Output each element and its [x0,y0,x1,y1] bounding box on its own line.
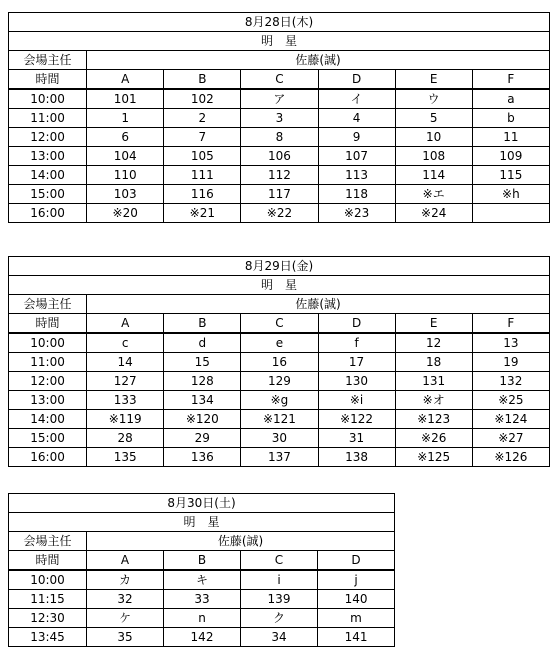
time-cell: 13:00 [9,147,87,166]
time-header: 時間 [9,70,87,90]
time-cell: 11:15 [9,590,87,609]
slot-cell: 104 [87,147,164,166]
slot-cell: 116 [164,185,241,204]
slot-cell: ※22 [241,204,318,223]
slot-cell: 141 [318,628,395,647]
time-cell: 10:00 [9,570,87,590]
slot-cell: 15 [164,353,241,372]
slot-cell: イ [318,89,395,109]
time-cell: 14:00 [9,166,87,185]
table-row [9,166,550,185]
slot-cell: i [241,570,318,590]
column-header: E [395,70,472,90]
table-row [9,333,550,353]
slot-cell: ※121 [241,410,318,429]
time-cell: 14:00 [9,410,87,429]
slot-cell: 33 [164,590,241,609]
slot-cell: 110 [87,166,164,185]
column-header: F [472,314,549,334]
slot-cell: 103 [87,185,164,204]
slot-cell: 7 [164,128,241,147]
slot-cell: ※21 [164,204,241,223]
venue-name: 明 星 [9,276,550,295]
date-header: 8月30日(土) [9,494,395,513]
table-row [9,109,550,128]
slot-cell: ※26 [395,429,472,448]
slot-cell: n [164,609,241,628]
slot-cell: 6 [87,128,164,147]
table-row [9,89,550,109]
slot-cell: ※25 [472,391,549,410]
column-header: D [318,70,395,90]
slot-cell: 107 [318,147,395,166]
slot-cell: 13 [472,333,549,353]
time-cell: 15:00 [9,185,87,204]
slot-cell: ※24 [395,204,472,223]
slot-cell: 127 [87,372,164,391]
slot-cell: 139 [241,590,318,609]
time-cell: 16:00 [9,204,87,223]
slot-cell: ※120 [164,410,241,429]
slot-cell: ※h [472,185,549,204]
slot-cell: 5 [395,109,472,128]
slot-cell: 31 [318,429,395,448]
slot-cell: 132 [472,372,549,391]
slot-cell: ※i [318,391,395,410]
time-cell: 13:00 [9,391,87,410]
slot-cell: f [318,333,395,353]
column-header: C [241,551,318,571]
slot-cell: ※オ [395,391,472,410]
manager-name: 佐藤(誠) [87,532,395,551]
table-row [9,391,550,410]
slot-cell: e [241,333,318,353]
slot-cell: b [472,109,549,128]
slot-cell: 140 [318,590,395,609]
time-cell: 16:00 [9,448,87,467]
column-header: E [395,314,472,334]
time-cell: 10:00 [9,89,87,109]
slot-cell: ※126 [472,448,549,467]
slot-cell: ※エ [395,185,472,204]
slot-cell: 130 [318,372,395,391]
slot-cell: 18 [395,353,472,372]
slot-cell: 34 [241,628,318,647]
column-header: A [87,314,164,334]
slot-cell: 108 [395,147,472,166]
table-row [9,128,550,147]
venue-name: 明 星 [9,32,550,51]
manager-label: 会場主任 [9,532,87,551]
time-cell: 12:00 [9,128,87,147]
slot-cell: 8 [241,128,318,147]
slot-cell: 4 [318,109,395,128]
slot-cell: 128 [164,372,241,391]
slot-cell: 9 [318,128,395,147]
schedule-table-aug28 [8,12,550,223]
slot-cell: 135 [87,448,164,467]
column-header: A [87,70,164,90]
slot-cell: 19 [472,353,549,372]
date-header: 8月29日(金) [9,257,550,276]
slot-cell [472,204,549,223]
column-header: B [164,314,241,334]
slot-cell: 118 [318,185,395,204]
time-cell: 12:00 [9,372,87,391]
slot-cell: c [87,333,164,353]
slot-cell: 29 [164,429,241,448]
slot-cell: ※23 [318,204,395,223]
slot-cell: 1 [87,109,164,128]
slot-cell: j [318,570,395,590]
slot-cell: 131 [395,372,472,391]
slot-cell: 112 [241,166,318,185]
column-header: A [87,551,164,571]
slot-cell: d [164,333,241,353]
slot-cell: ア [241,89,318,109]
slot-cell: ※g [241,391,318,410]
venue-name: 明 星 [9,513,395,532]
slot-cell: 114 [395,166,472,185]
table-row [9,590,395,609]
slot-cell: ケ [87,609,164,628]
column-header: D [318,314,395,334]
time-header: 時間 [9,314,87,334]
slot-cell: 17 [318,353,395,372]
manager-label: 会場主任 [9,295,87,314]
date-header: 8月28日(木) [9,13,550,32]
slot-cell: 12 [395,333,472,353]
slot-cell: 11 [472,128,549,147]
table-row [9,353,550,372]
slot-cell: m [318,609,395,628]
slot-cell: ※123 [395,410,472,429]
slot-cell: 30 [241,429,318,448]
manager-name: 佐藤(誠) [87,295,550,314]
slot-cell: 106 [241,147,318,166]
slot-cell: a [472,89,549,109]
table-row [9,570,395,590]
table-row [9,372,550,391]
table-row [9,429,550,448]
slot-cell: ※125 [395,448,472,467]
slot-cell: 111 [164,166,241,185]
slot-cell: 10 [395,128,472,147]
slot-cell: ※119 [87,410,164,429]
slot-cell: 109 [472,147,549,166]
slot-cell: 113 [318,166,395,185]
slot-cell: 35 [87,628,164,647]
table-row [9,628,395,647]
column-header: C [241,70,318,90]
table-row [9,204,550,223]
manager-name: 佐藤(誠) [87,51,550,70]
slot-cell: 137 [241,448,318,467]
slot-cell: 3 [241,109,318,128]
slot-cell: 138 [318,448,395,467]
slot-cell: 134 [164,391,241,410]
column-header: D [318,551,395,571]
time-header: 時間 [9,551,87,571]
slot-cell: ※122 [318,410,395,429]
manager-label: 会場主任 [9,51,87,70]
slot-cell: 16 [241,353,318,372]
slot-cell: ※27 [472,429,549,448]
slot-cell: ※124 [472,410,549,429]
slot-cell: 32 [87,590,164,609]
time-cell: 11:00 [9,353,87,372]
time-cell: 12:30 [9,609,87,628]
slot-cell: 133 [87,391,164,410]
slot-cell: 129 [241,372,318,391]
column-header: B [164,551,241,571]
time-cell: 11:00 [9,109,87,128]
slot-cell: 136 [164,448,241,467]
slot-cell: 105 [164,147,241,166]
schedule-table-aug29 [8,256,550,467]
slot-cell: 102 [164,89,241,109]
table-row [9,410,550,429]
table-row [9,147,550,166]
slot-cell: キ [164,570,241,590]
column-header: F [472,70,549,90]
slot-cell: ウ [395,89,472,109]
slot-cell: カ [87,570,164,590]
slot-cell: 2 [164,109,241,128]
time-cell: 15:00 [9,429,87,448]
slot-cell: 115 [472,166,549,185]
slot-cell: 101 [87,89,164,109]
column-header: B [164,70,241,90]
slot-cell: 117 [241,185,318,204]
time-cell: 13:45 [9,628,87,647]
table-row [9,185,550,204]
slot-cell: 28 [87,429,164,448]
table-row [9,609,395,628]
table-row [9,448,550,467]
slot-cell: 14 [87,353,164,372]
slot-cell: 142 [164,628,241,647]
column-header: C [241,314,318,334]
slot-cell: ク [241,609,318,628]
schedule-table-aug30 [8,493,395,647]
slot-cell: ※20 [87,204,164,223]
time-cell: 10:00 [9,333,87,353]
